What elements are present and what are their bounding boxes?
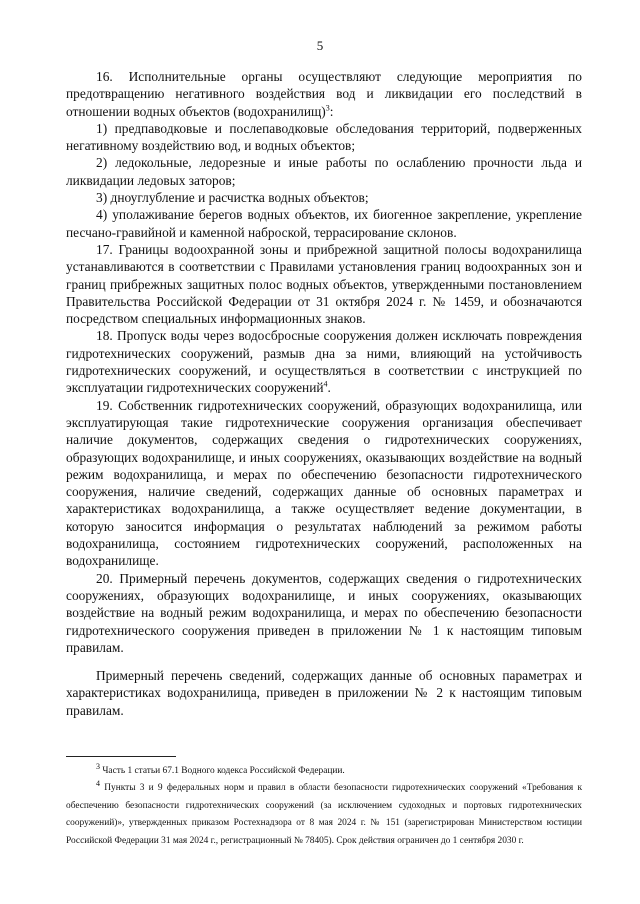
body-text (66, 68, 582, 719)
list-item-1: 1) предпаводковые и послепаводковые обследования территорий, подверженных негативному воздействию вод, и водных объектов; (66, 120, 582, 154)
footnote-mark-4: 4 (96, 779, 100, 789)
footnote-3: $^3$ Часть 1 статьи 67.1 Водного кодекса Российской Федерации. (96, 761, 345, 776)
list-item-2: 2) ледокольные, ледорезные и иные работы по ослаблению прочности льда и ликвидации ледовых заторов; (66, 155, 582, 188)
paragraph-20-continued: Примерный перечень сведений, содержащих данные об основных параметрах и характеристиках водохранилища, приведен в приложении № 2 к настоящим типовым правилам. (66, 668, 582, 718)
footnote-divider (66, 756, 176, 757)
list-item-4: 4) уполаживание берегов водных объектов, их биогенное закрепление, укрепление песчано-гравийной и каменной наброской, террасирование склонов. (66, 207, 582, 240)
paragraph-20: 20. Примерный перечень документов, содержащих сведения о гидротехнических сооружениях, образующих водохранилище, и иных сооружениях, оказывающих воздействие на водный режим водохранилища, и мерах по обеспечению безопасности гидротехнического сооружения приведен в приложении № 1 к настоящим типовым правилам. (66, 570, 582, 655)
paragraph-17: 17. Границы водоохранной зоны и прибрежной защитной полосы водохранилища устанавливаются в соответствии с Правилами установления границ водоохранных зон и границ прибрежных защитных полос водных объектов, утвержденными постановлением Правительства Российской Федерации от 31 октября 2024 г. № 1459, и обозначаются посредством специальных информационных знаков. (66, 241, 582, 327)
footnote-ref-3[interactable]: 3 (325, 103, 330, 113)
list-item-3: 3) дноуглубление и расчистка водных объектов; (96, 190, 369, 206)
footnotes (66, 763, 582, 850)
paragraph-16: 16. Исполнительные органы осуществляют следующие мероприятия по предотвращению негативного воздействия вод и ликвидации его последствий в отношении водных объектов (водохранилищ)$^3$: (66, 69, 582, 119)
footnote-ref-4[interactable]: 4 (323, 379, 328, 389)
footnote-4: $^4$ Пункты 3 и 9 федеральных норм и правил в области безопасности гидротехнических сооружений «Требования к обеспечению безопасности гидротехнических сооружений (за исключением судоходных и портовых гидротехнических сооружений)», утвержденных приказом Ростехнадзора от 8 мая 2024 г. № 151 (зарегистрирован Министерством юстиции Российской Федерации 31 мая 2024 г., регистрационный № 78405). Срок действия ограничен до 1 сентября 2030 г. (66, 779, 582, 846)
paragraph-19: 19. Собственник гидротехнических сооружений, образующих водохранилища, или эксплуатирующая такие гидротехнические сооружения организация обеспечивает наличие документов, содержащих сведения о гидротехнических сооружениях, образующих водохранилище, и иных сооружениях, оказывающих воздействие на водный режим водохранилища, и мерах по обеспечению безопасности гидротехнического сооружения, наличие сведений, содержащих данные об основных параметрах и характеристиках водохранилища, а также осуществляет ведение документации, в которую заносится информация о результатах наблюдений за режимом работы водохранилища, состоянием гидротехнических сооружений, расположенных на водохранилище. (66, 397, 582, 569)
footnote-mark-3: 3 (96, 761, 100, 771)
page-number: 5 (316, 38, 324, 53)
paragraph-18: 18. Пропуск воды через водосбросные сооружения должен исключать повреждения гидротехнических сооружений, размыв дна за ними, влияющий на устойчивость гидротехнических сооружений, и осуществляться в соответствии с инструкцией по эксплуатации гидротехнических сооружений$^4$. (66, 328, 582, 396)
